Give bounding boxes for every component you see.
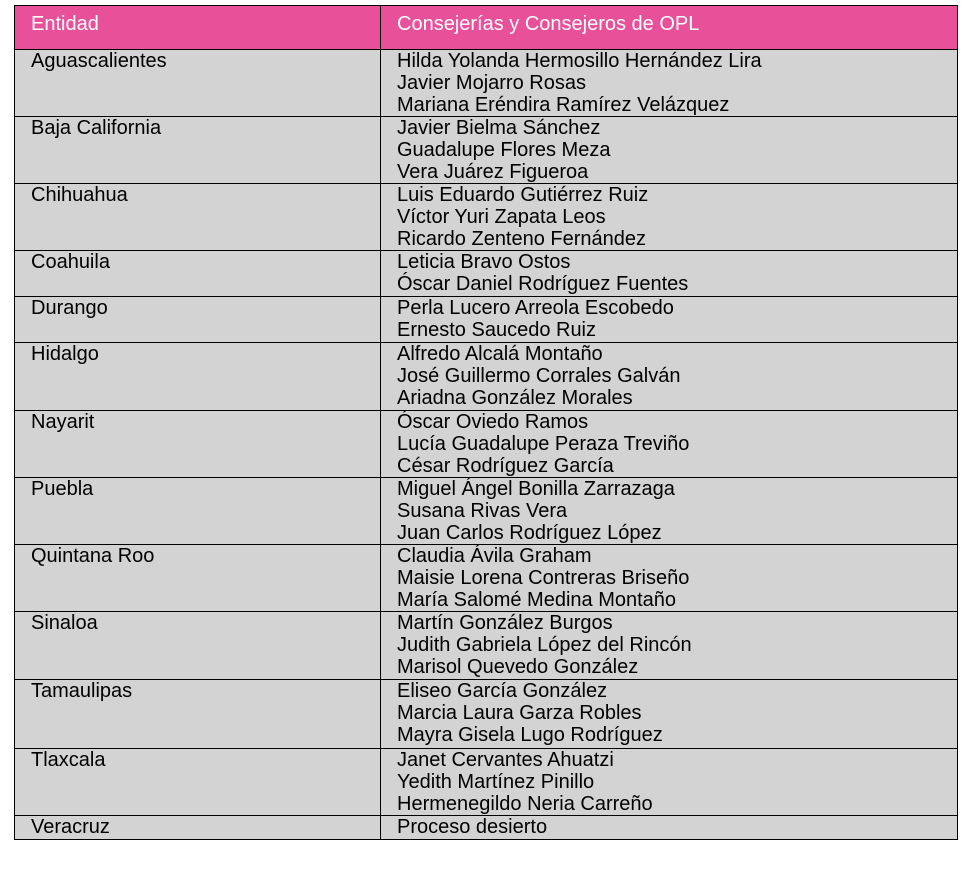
councilor-name: Janet Cervantes Ahuatzi (397, 749, 614, 771)
table-row (15, 680, 958, 749)
table-row (15, 343, 958, 411)
entity-cell: Puebla (15, 478, 381, 545)
entity-cell: Aguascalientes (15, 50, 381, 117)
councilor-name: Proceso desierto (397, 816, 548, 838)
councilor-name: Yedith Martínez Pinillo (397, 771, 595, 793)
councilors-cell (381, 50, 958, 117)
councilors-cell (381, 411, 958, 478)
councilors-cell (381, 297, 958, 343)
councilor-name: Luis Eduardo Gutiérrez Ruiz (397, 184, 649, 206)
header-entity: Entidad (15, 6, 381, 50)
entity-cell: Nayarit (15, 411, 381, 478)
councilor-name: Judith Gabriela López del Rincón (397, 634, 692, 656)
entity-cell: Tlaxcala (15, 749, 381, 816)
table-row (15, 816, 958, 840)
entity-cell: Durango (15, 297, 381, 343)
table-row (15, 545, 958, 612)
table-row (15, 411, 958, 478)
councilors-cell (381, 117, 958, 184)
councilor-name: Javier Mojarro Rosas (397, 72, 586, 94)
table-body (15, 50, 958, 840)
table-row (15, 749, 958, 816)
councilor-name: Maisie Lorena Contreras Briseño (397, 567, 690, 589)
councilor-name: Juan Carlos Rodríguez López (397, 522, 662, 544)
councilor-name: Eliseo García González (397, 680, 608, 702)
table-row (15, 184, 958, 251)
councilors-cell (381, 478, 958, 545)
entity-cell: Chihuahua (15, 184, 381, 251)
councilor-name: José Guillermo Corrales Galván (397, 365, 681, 387)
councilor-name: Claudia Ávila Graham (397, 545, 592, 567)
councilor-name: Hilda Yolanda Hermosillo Hernández Lira (397, 50, 762, 72)
councilors-cell (381, 612, 958, 680)
table-row (15, 297, 958, 343)
header-councilors: Consejerías y Consejeros de OPL (381, 6, 958, 50)
entity-cell: Sinaloa (15, 612, 381, 680)
table-row (15, 612, 958, 680)
councilors-table (14, 5, 958, 840)
councilor-name: Perla Lucero Arreola Escobedo (397, 297, 674, 319)
councilors-table-container (14, 5, 957, 840)
councilor-name: Víctor Yuri Zapata Leos (397, 206, 606, 228)
entity-cell: Hidalgo (15, 343, 381, 411)
councilor-name: Ernesto Saucedo Ruiz (397, 319, 597, 341)
councilor-name: Marisol Quevedo González (397, 656, 639, 678)
councilor-name: Vera Juárez Figueroa (397, 161, 589, 183)
councilors-cell (381, 816, 958, 840)
councilor-name: María Salomé Medina Montaño (397, 589, 677, 611)
table-row (15, 478, 958, 545)
councilor-name: Martín González Burgos (397, 612, 613, 634)
councilors-cell (381, 749, 958, 816)
councilor-name: Susana Rivas Vera (397, 500, 568, 522)
councilor-name: Mariana Eréndira Ramírez Velázquez (397, 94, 730, 116)
councilor-name: Miguel Ángel Bonilla Zarrazaga (397, 478, 675, 500)
entity-cell: Veracruz (15, 816, 381, 840)
councilor-name: Óscar Daniel Rodríguez Fuentes (397, 273, 689, 295)
councilor-name: Ariadna González Morales (397, 387, 633, 409)
table-header-row (15, 6, 958, 50)
councilor-name: Leticia Bravo Ostos (397, 251, 571, 273)
councilor-name: Javier Bielma Sánchez (397, 117, 601, 139)
entity-cell: Tamaulipas (15, 680, 381, 749)
councilors-cell (381, 680, 958, 749)
councilors-cell (381, 251, 958, 297)
councilor-name: Óscar Oviedo Ramos (397, 411, 589, 433)
entity-cell: Quintana Roo (15, 545, 381, 612)
councilor-name: Guadalupe Flores Meza (397, 139, 611, 161)
councilors-cell (381, 184, 958, 251)
councilor-name: Alfredo Alcalá Montaño (397, 343, 603, 365)
table-row (15, 50, 958, 117)
table-row (15, 117, 958, 184)
councilors-cell (381, 545, 958, 612)
councilor-name: Ricardo Zenteno Fernández (397, 228, 647, 250)
councilor-name: Lucía Guadalupe Peraza Treviño (397, 433, 690, 455)
table-row (15, 251, 958, 297)
councilor-name: Hermenegildo Neria Carreño (397, 793, 653, 815)
councilors-cell (381, 343, 958, 411)
entity-cell: Coahuila (15, 251, 381, 297)
councilor-name: Mayra Gisela Lugo Rodríguez (397, 724, 663, 746)
entity-cell: Baja California (15, 117, 381, 184)
councilor-name: César Rodríguez García (397, 455, 614, 477)
councilor-name: Marcia Laura Garza Robles (397, 702, 642, 724)
